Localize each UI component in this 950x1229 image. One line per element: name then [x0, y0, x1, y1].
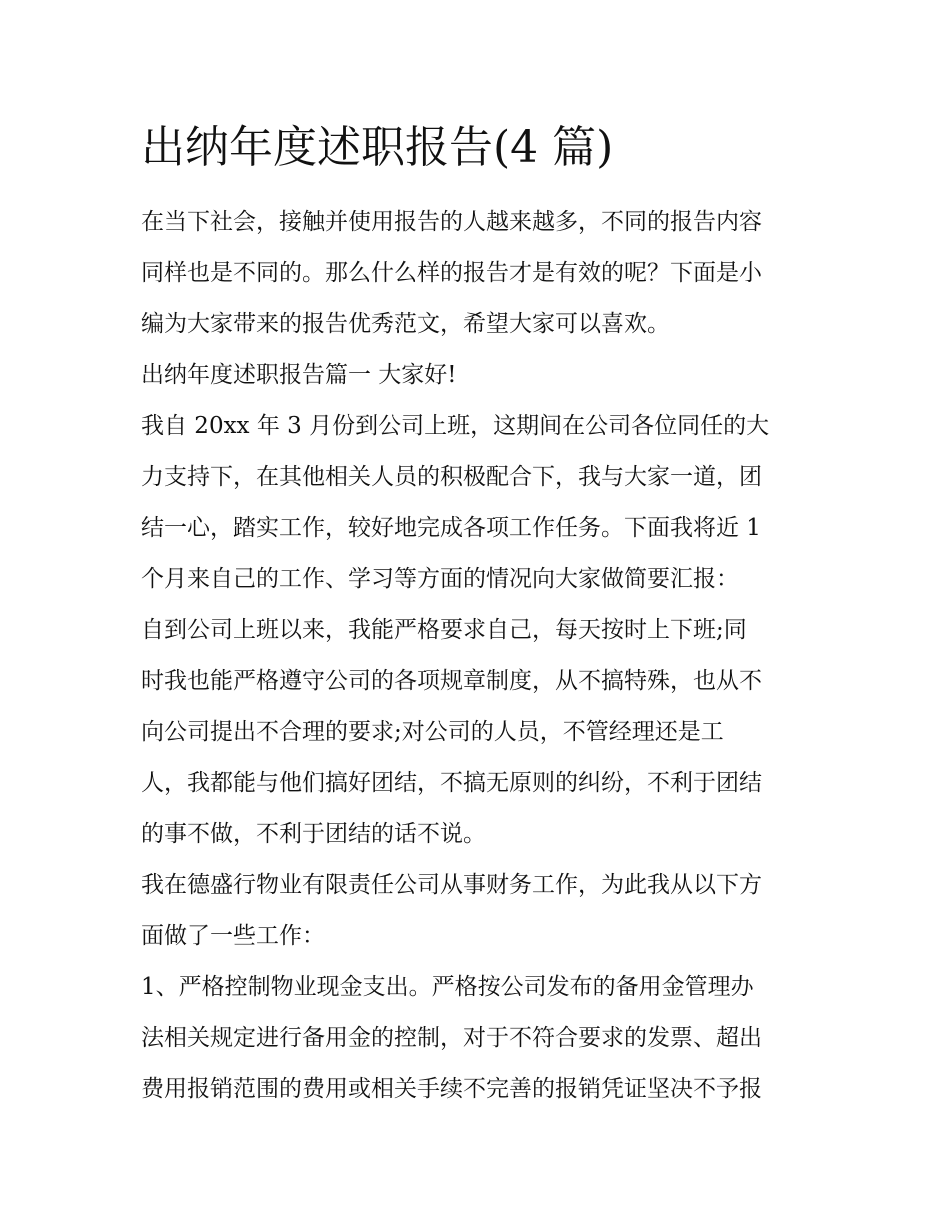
section-heading: 出纳年度述职报告篇一 大家好!: [141, 362, 457, 388]
text-line: 编为大家带来的报告优秀范文，希望大家可以喜欢。: [141, 311, 670, 337]
text-line: 1、严格控制物业现金支出。严格按公司发布的备用金管理办: [141, 974, 754, 1000]
text-line: 我在德盛行物业有限责任公司从事财务工作，为此我从以下方: [141, 872, 762, 898]
text-line: 我自 20xx 年 3 月份到公司上班，这期间在公司各位同任的大: [141, 413, 770, 439]
text-line: 力支持下，在其他相关人员的积极配合下，我与大家一道，团: [141, 464, 762, 490]
text-line: 面做了一些工作：: [141, 923, 325, 949]
text-line: 时我也能严格遵守公司的各项规章制度，从不搞特殊，也从不: [141, 668, 762, 694]
text-line: 同样也是不同的。那么什么样的报告才是有效的呢？下面是小: [141, 260, 762, 286]
text-line: 结一心，踏实工作，较好地完成各项工作任务。下面我将近 1: [141, 515, 761, 541]
text-line: 向公司提出不合理的要求;对公司的人员，不管经理还是工: [141, 719, 724, 745]
text-line: 个月来自己的工作、学习等方面的情况向大家做简要汇报：: [141, 566, 739, 592]
text-line: 法相关规定进行备用金的控制，对于不符合要求的发票、超出: [141, 1025, 762, 1051]
text-line: 在当下社会，接触并使用报告的人越来越多，不同的报告内容: [141, 209, 762, 235]
text-line: 自到公司上班以来，我能严格要求自己，每天按时上下班;同: [141, 617, 747, 643]
text-line: 费用报销范围的费用或相关手续不完善的报销凭证坚决不予报: [141, 1076, 762, 1102]
text-line: 人，我都能与他们搞好团结，不搞无原则的纠纷，不利于团结: [141, 770, 762, 796]
text-line: 的事不做，不利于团结的话不说。: [141, 821, 486, 847]
document-title: 出纳年度述职报告(4 篇): [141, 122, 614, 173]
